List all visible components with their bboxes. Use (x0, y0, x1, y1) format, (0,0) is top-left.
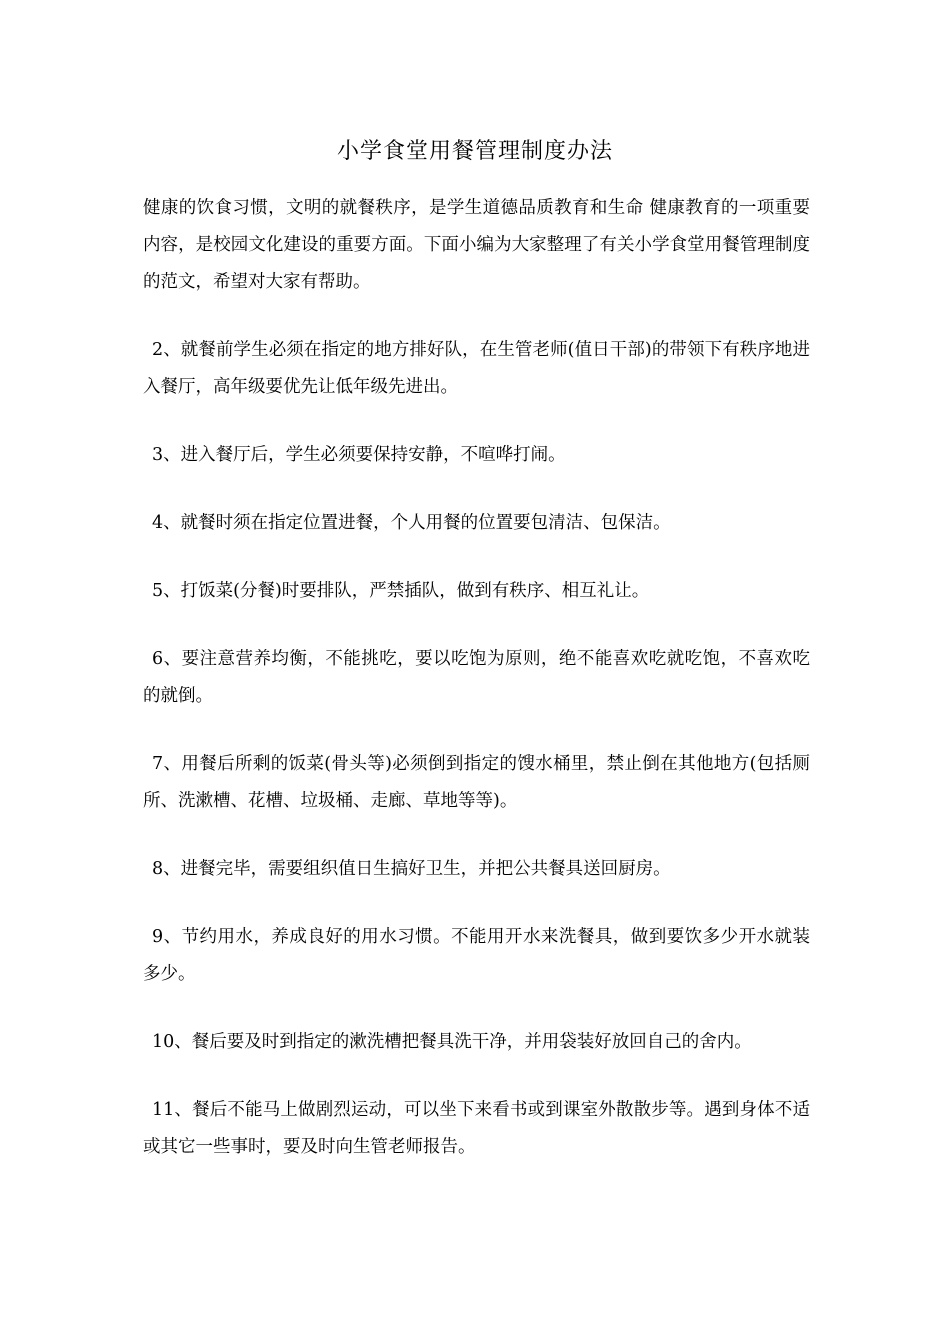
rule-item-10: 10、餐后要及时到指定的漱洗槽把餐具洗干净，并用袋装好放回自己的舍内。 (152, 1032, 752, 1052)
rule-item-2: 2、就餐前学生必须在指定的地方排好队，在生管老师(值日干部)的带领下有秩序地进入餐厅，高年级要优先让低年级先进出。 (143, 340, 810, 397)
rule-item-9: 9、节约用水，养成良好的用水习惯。不能用开水来洗餐具，做到要饮多少开水就装多少。 (143, 927, 810, 984)
rule-item-6: 6、要注意营养均衡，不能挑吃，要以吃饱为原则，绝不能喜欢吃就吃饱，不喜欢吃的就倒。 (143, 649, 810, 706)
intro-paragraph: 健康的饮食习惯，文明的就餐秩序，是学生道德品质教育和生命 健康教育的一项重要内容，是校园文化建设的重要方面。下面小编为大家整理了有关小学食堂用餐管理制度的范文，希望对大家有帮助。 (143, 198, 810, 292)
rule-item-5: 5、打饭菜(分餐)时要排队，严禁插队，做到有秩序、相互礼让。 (152, 581, 650, 601)
rule-item-11: 11、餐后不能马上做剧烈运动，可以坐下来看书或到课室外散散步等。遇到身体不适或其它一些事时，要及时向生管老师报告。 (143, 1100, 810, 1157)
rule-item-8: 8、进餐完毕，需要组织值日生搞好卫生，并把公共餐具送回厨房。 (152, 859, 671, 879)
rule-item-7: 7、用餐后所剩的饭菜(骨头等)必须倒到指定的馊水桶里，禁止倒在其他地方(包括厕所、洗漱槽、花槽、垃圾桶、走廊、草地等等)。 (143, 754, 810, 811)
rule-item-3: 3、进入餐厅后，学生必须要保持安静，不喧哗打闹。 (152, 445, 566, 465)
rule-item-4: 4、就餐时须在指定位置进餐，个人用餐的位置要包清洁、包保洁。 (152, 513, 671, 533)
document-body (143, 190, 810, 1197)
document-title: 小学食堂用餐管理制度办法 (336, 139, 613, 164)
